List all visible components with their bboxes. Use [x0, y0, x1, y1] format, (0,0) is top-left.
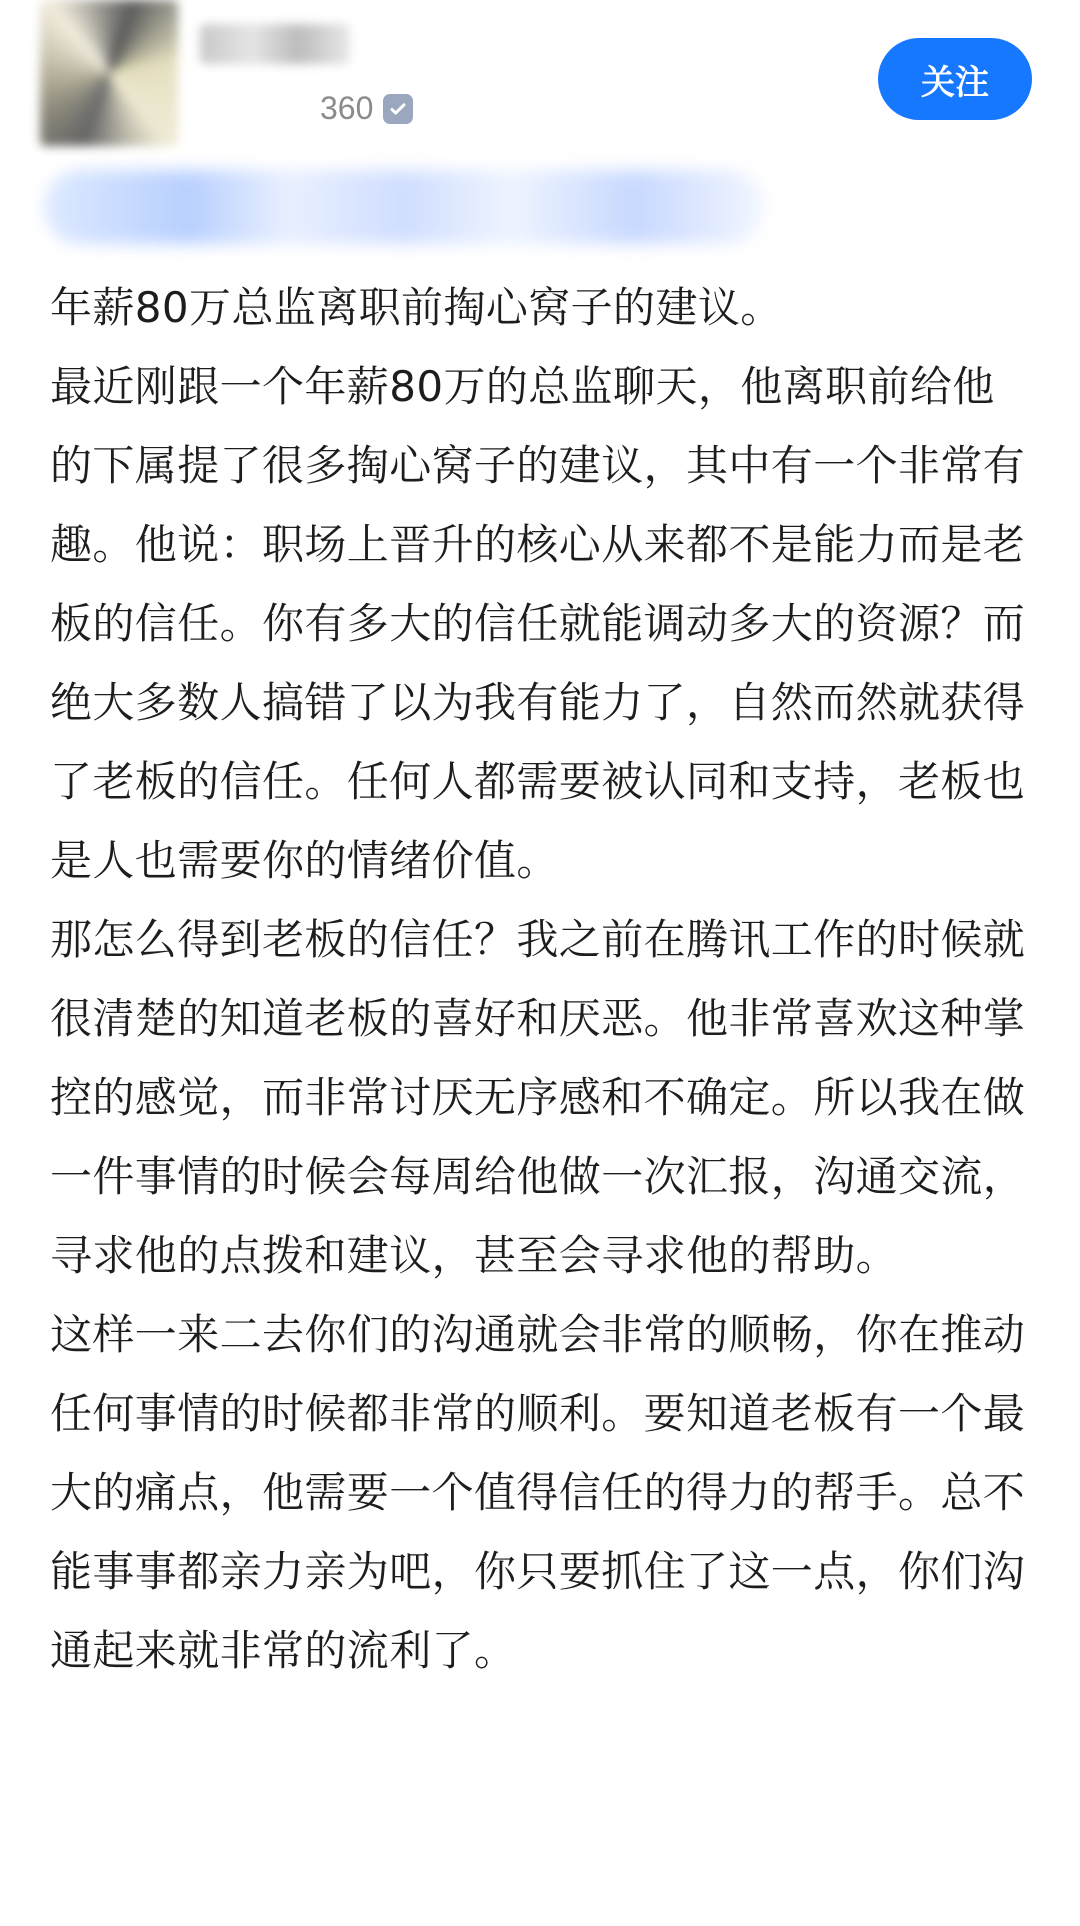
paragraph-3: 这样一来二去你们的沟通就会非常的顺畅，你在推动任何事情的时候都非常的顺利。要知道老板有一个最大的痛点，他需要一个值得信任的得力的帮手。总不能事事都亲力亲为吧，你只要抓住了这一点，你们沟通起来就非常的流利了。: [50, 1310, 1026, 1675]
paragraph-1: 最近刚跟一个年薪80万的总监聊天，他离职前给他的下属提了很多掏心窝子的建议，其中有一个非常有趣。他说：职场上晋升的核心从来都不是能力而是老板的信任。你有多大的信任就能调动多大的资源？而绝大多数人搞错了以为我有能力了，自然而然就获得了老板的信任。任何人都需要被认同和支持，老板也是人也需要你的情绪价值。: [50, 362, 1026, 885]
username-blurred: [200, 24, 350, 64]
verified-badge-icon: [383, 94, 413, 124]
article-body: [50, 268, 1030, 1690]
paragraph-title: 年薪80万总监离职前掏心窝子的建议。: [50, 283, 783, 332]
follower-count: 360: [320, 90, 374, 126]
paragraph-2: 那怎么得到老板的信任？我之前在腾讯工作的时候就很清楚的知道老板的喜好和厌恶。他非常喜欢这种掌控的感觉，而非常讨厌无序感和不确定。所以我在做一件事情的时候会每周给他做一次汇报，沟通交流，寻求他的点拨和建议，甚至会寻求他的帮助。: [50, 915, 1026, 1280]
follow-button[interactable]: 关注: [878, 38, 1032, 120]
location-blurred: [44, 170, 764, 244]
author-meta: [320, 90, 413, 127]
avatar[interactable]: [40, 0, 178, 146]
post-header: [0, 0, 1080, 268]
